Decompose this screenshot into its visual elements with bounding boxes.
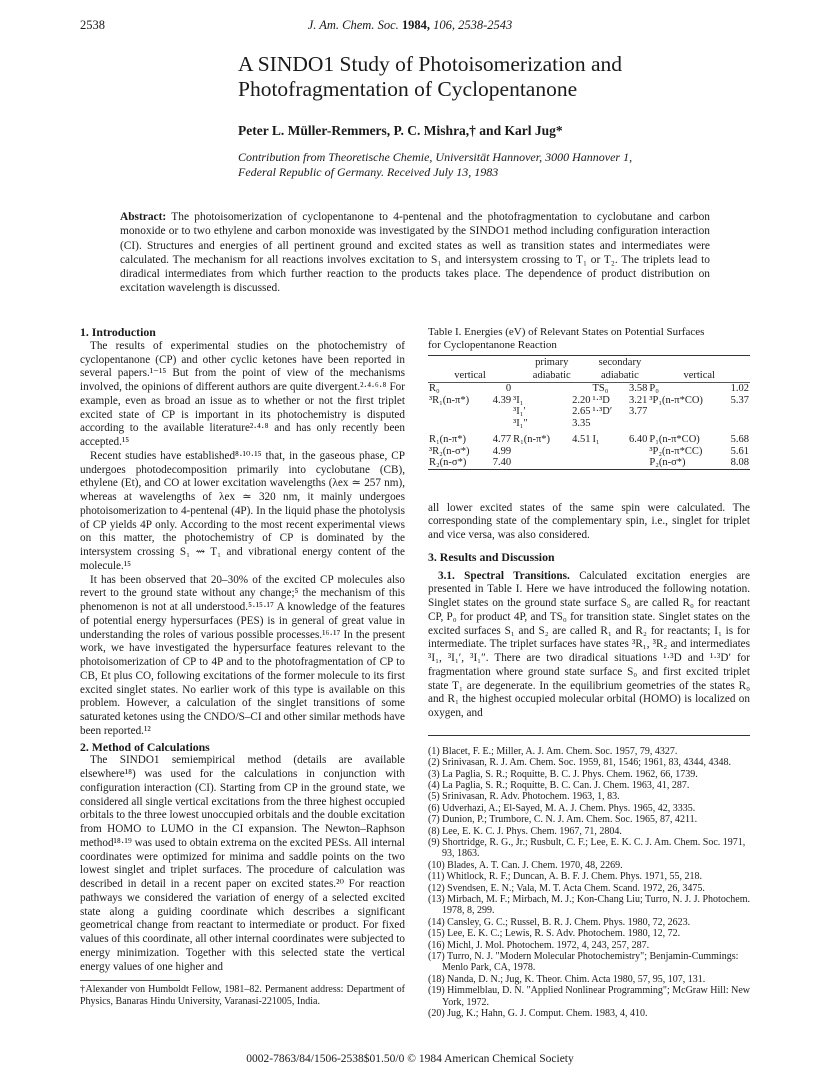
table-cell: 5.61 — [730, 445, 749, 457]
table-cell — [428, 406, 485, 418]
journal-volume: 106, — [433, 18, 456, 32]
table-cell: 5.37 — [730, 394, 749, 406]
reference-item: (4) La Paglia, S. R.; Roquitte, B. C. Can. J. Chem. 1963, 41, 287. — [428, 779, 690, 791]
table-caption — [428, 326, 750, 352]
table-cell: ³I₁″ — [513, 417, 528, 429]
authors: Peter L. Müller-Remmers, P. C. Mishra,† and Karl Jug* — [238, 123, 563, 138]
table-cell: 4.99 — [492, 445, 512, 457]
affiliation-line-2: Federal Republic of Germany. Received July 13, 1983 — [238, 165, 499, 179]
journal-header — [0, 18, 820, 33]
table-cell — [621, 457, 649, 469]
reference-item: (18) Nanda, D. N.; Jug, K. Theor. Chim. Acta 1980, 57, 95, 107, 131. — [428, 973, 706, 985]
table-cell — [723, 418, 750, 430]
table-cell — [564, 383, 591, 395]
table-cell — [648, 418, 722, 430]
table-cell: 1.02 — [730, 383, 749, 394]
section-1-heading: 1. Introduction — [80, 325, 156, 339]
references-rule — [428, 735, 750, 736]
table-cell: 2.20 — [572, 394, 591, 406]
section-3-heading: 3. Results and Discussion — [428, 549, 555, 564]
reference-item: (8) Lee, E. K. C. J. Phys. Chem. 1967, 71, 2804. — [428, 825, 622, 837]
table-cell: 4.39 — [492, 394, 512, 406]
reference-item: (6) Udverhazi, A.; El-Sayed, M. A. J. Chem. Phys. 1965, 42, 3335. — [428, 802, 696, 814]
reference-item: (17) Turro, N. J. "Modern Molecular Photochemistry"; Benjamin-Cummings: Menlo Park, CA, 1978. — [428, 951, 739, 974]
journal-pages: 2538-2543 — [458, 18, 513, 32]
table-cell: ¹·³D — [592, 394, 610, 406]
reference-item: (11) Whitlock, R. F.; Duncan, A. B. F. J. Chem. Phys. 1971, 55, 218. — [428, 871, 702, 883]
col-head-adiabatic-2: adiabatic — [600, 370, 639, 381]
table-cell: 5.68 — [730, 434, 749, 445]
table-cell — [591, 418, 620, 430]
intro-paragraph-2: Recent studies have established⁸·¹⁰·¹⁵ that, in the gaseous phase, CP undergoes photodecomposition primarily into cyclobutane (CB), ethylene (Et), and CO at lower excitation wavelengths (λex ≃ 257 nm), whereas at wavelengths of λex ≃ 320 nm, it mainly undergoes photoisomerization to 4-pentenal (4P). In the liquid phase the photolysis of CP yields 4P only. According to the most recent experimental views on this matter, the photochemistry of CP is dominated by the intersystem crossing S₁ ⇝ T₁ and vibrational energy content of the molecule.¹⁵ — [80, 449, 405, 572]
table-cell — [621, 418, 649, 430]
table-row — [428, 429, 750, 446]
col-head-secondary: secondary — [598, 357, 642, 368]
reference-item: (7) Dunion, P.; Trumbore, C. N. J. Am. Chem. Soc. 1965, 87, 4211. — [428, 814, 698, 826]
table-cell: 3.77 — [629, 406, 648, 417]
footnote: †Alexander von Humboldt Fellow, 1981–82. Permanent address: Department of Physics, Banaras Hindu University, Varanasi-221005, India. — [80, 984, 405, 1007]
spectral-paragraph — [428, 570, 750, 721]
table-cell: P₁(n-π*CO) — [649, 434, 700, 445]
table-cell — [512, 446, 564, 458]
method-paragraph: The SINDO1 semiempirical method (details are available elsewhere¹⁸) was used for the calculations in conjunction with configuration interaction (CI). Starting from CP in the ground state, we considered all single vertical excitations from the three highest occupied orbitals to the three lowest unoccupied orbitals and the double excitation from HOMO to LUMO in the CI expansion. The Newton–Raphson method¹⁸·¹⁹ was used to obtain extrema on the excited PESs. All internal coordinates were optimized for minima and saddle points on the two lowest singlet and triplet surfaces. The procedure of calculation was described in detail in a recent paper on excited states.²⁰ For reaction pathways we considered the variation of energy of a selected excited state along a guiding coordinate which describes a significant geometrical change from reactant to intermediate or product. For fixed values of this coordinate, all other internal coordinates were subjected to energy minimization. Together with this selected state the vertical energy values of one higher and — [80, 754, 405, 973]
table-cell: ³R₂(n-σ*) — [429, 445, 470, 457]
reference-item: (15) Lee, E. K. C.; Lewis, R. S. Adv. Photochem. 1980, 12, 72. — [428, 928, 681, 940]
abstract — [120, 210, 710, 296]
table-row — [428, 383, 750, 395]
reference-item: (3) La Paglia, S. R.; Roquitte, B. C. J. Phys. Chem. 1962, 66, 1739. — [428, 768, 698, 780]
table-cell — [485, 406, 512, 418]
table-row — [428, 446, 750, 458]
intro-paragraph-3: It has been observed that 20–30% of the excited CP molecules also revert to the ground state without any change;⁵ the mechanism of this phenomenon is not at all understood.⁵·¹⁵·¹⁷ A knowledge of the features of potential energy hypersurfaces (PES) is in general of great value in understanding the roles of various possible processes.¹⁶·¹⁷ In the present work, we have investigated the hypersurface features relevant to the photoisomerization of CP to 4P and to the photofragmentation of CP to CB, Et plus CO, following excitations of the former molecule to its first excited singlet states. No earlier work of this type is available on this problem. However, a calculation of the singlet transitions of some saturated ketones using the CNDO/S–CI and other similar methods have been reported.¹² — [80, 573, 405, 737]
table-cell — [648, 406, 722, 418]
table-cell: R₁(n-π*) — [429, 434, 466, 445]
table-cell: 8.08 — [730, 457, 749, 468]
table-cell: R₀ — [429, 383, 440, 394]
table-cell: ³I₁ — [513, 394, 524, 406]
table-cell: ¹·³D′ — [592, 406, 613, 417]
spectral-text: Calculated excitation energies are presented in Table I. Here we have introduced the following notation. Singlet states on the ground state surface S₀ are called R₀ for reactant CP, P₀ for product 4P, and TS₀ for transition state. Singlet states on the excited surfaces S₁ and S₂ are called R₁ and R₂ for reactants; I₁ is for intermediate. The triplet surfaces have states ³R₁, ³R₂ and intermediates ³I₁, ³I₁′, ³I₁″. There are two diradical situations ¹·³D and ¹·³D′ for fragmentation where ground state surface S₀ and first excited triplet state T₁ are degenerate. In the equilibrium geometries of the states R₀ and R₁ the highest occupied molecular orbital (HOMO) is localized on oxygen, and — [428, 569, 751, 719]
col-head-vertical: vertical — [454, 370, 486, 381]
table-cell — [591, 446, 620, 458]
results-intro-paragraph: all lower excited states of the same spin were calculated. The corresponding state of the complementary spin, i.e., singlet for triplet and vice versa, was also considered. — [428, 501, 750, 541]
table-cell: ³R₁(n-π*) — [429, 394, 470, 406]
reference-item: (13) Mirbach, M. F.; Mirbach, M. J.; Kon-Chang Liu; Turro, N. J. J. Photochem. 1978, 8, 299. — [428, 894, 750, 917]
table-cell — [512, 457, 564, 469]
reference-item: (10) Blades, A. T. Can. J. Chem. 1970, 48, 2269. — [428, 859, 623, 871]
title-line-2: Photofragmentation of Cyclopentanone — [238, 77, 578, 101]
page-number: 2538 — [80, 18, 105, 32]
table-cell: ³P₂(n-π*CC) — [649, 445, 703, 457]
intro-paragraph-1: The results of experimental studies on the photochemistry of cyclopentanone (CP) and other cyclic ketones have been reported in several papers.¹⁻¹⁵ But from the point of view of the mechanisms involved, the opinions of different authors are quite divergent.²·⁴·⁶·⁸ For example, even as broad an issue as to whether or not the first triplet excited state of CP is important in its photochemistry is disputed according to the available literature²·⁴·⁸ and has only recently been accepted.¹⁵ — [80, 339, 405, 448]
subsection-3-1-heading: 3.1. Spectral Transitions. — [438, 569, 570, 582]
col-head-adiabatic-1: adiabatic — [532, 370, 571, 381]
table-cell: ³I₁′ — [513, 406, 526, 417]
table-cell: P₂(n-σ*) — [649, 457, 686, 468]
footnote-rule — [80, 980, 180, 981]
reference-item: (5) Srinivasan, R. Adv. Photochem. 1963, 1, 83. — [428, 791, 620, 803]
table-cell — [428, 418, 485, 430]
table-cell — [485, 418, 512, 430]
table-cell — [621, 446, 649, 458]
table-cell: R₁(n-π*) — [513, 434, 551, 445]
table-row — [428, 395, 750, 407]
title-line-1: A SINDO1 Study of Photoisomerization and — [238, 52, 622, 76]
table-cell: ³P₁(n-π*CO) — [649, 394, 703, 406]
left-column — [80, 326, 405, 1007]
section-2-heading: 2. Method of Calculations — [80, 739, 210, 754]
table-row — [428, 406, 750, 418]
reference-item: (16) Michl, J. Mol. Photochem. 1972, 4, 243, 257, 287. — [428, 939, 650, 951]
table-row — [428, 457, 750, 469]
table-caption-line-1: Table I. Energies (eV) of Relevant States on Potential Surfaces — [428, 326, 705, 338]
table-cell: 7.40 — [492, 457, 512, 468]
table-cell: 3.21 — [629, 394, 648, 406]
table-body — [428, 383, 750, 470]
reference-item: (20) Jug, K.; Hahn, G. J. Comput. Chem. 1983, 4, 410. — [428, 1008, 648, 1020]
reference-item: (12) Svendsen, E. N.; Vala, M. T. Acta Chem. Scand. 1972, 26, 3475. — [428, 882, 705, 894]
table-cell — [723, 406, 750, 418]
table-cell: 4.77 — [492, 434, 512, 445]
table-cell — [564, 446, 591, 458]
reference-item: (19) Himmelblau, D. N. "Applied Nonlinear Programming"; McGraw Hill: New York, 1972. — [428, 985, 750, 1008]
table-caption-line-2: for Cyclopentanone Reaction — [428, 339, 557, 351]
affiliation-line-1: Contribution from Theoretische Chemie, Universität Hannover, 3000 Hannover 1, — [238, 150, 633, 164]
page-footer: 0002-7863/84/1506-2538$01.50/0 © 1984 American Chemical Society — [246, 1053, 574, 1065]
table-cell: 4.51 — [572, 434, 591, 445]
table-cell: TS₀ — [592, 383, 609, 394]
energies-table — [428, 355, 750, 470]
references-list — [428, 746, 750, 1020]
article-title — [238, 52, 758, 102]
table-cell: R₂(n-σ*) — [429, 457, 467, 468]
abstract-text: The photoisomerization of cyclopentanone to 4-pentenal and the photofragmentation to cyclobutane and carbon monoxide or to two ethylene and carbon monoxide was investigated by the SINDO1 method including configuration interaction (CI). Structures and energies of all pertinent ground and excited states as well as transition states and intermediates were calculated. The mechanism for all reactions involves excitation to S₁ and intersystem crossing to T₁ or T₂. The triplets lead to diradical intermediates from which further reaction to the products takes place. The dependence of product distribution on excitation wavelength is discussed. — [120, 211, 710, 295]
reference-item: (2) Srinivasan, R. J. Am. Chem. Soc. 1959, 81, 1546; 1961, 83, 4344, 4348. — [428, 757, 732, 769]
reference-item: (1) Blacet, F. E.; Miller, A. J. Am. Chem. Soc. 1957, 79, 4327. — [428, 745, 678, 757]
abstract-label: Abstract: — [120, 211, 167, 223]
right-column — [428, 326, 750, 1020]
table-cell — [512, 383, 564, 395]
reference-item: (14) Cansley, G. C.; Russel, B. R. J. Chem. Phys. 1980, 72, 2623. — [428, 916, 691, 928]
table-cell: 3.35 — [572, 417, 591, 429]
journal-name: J. Am. Chem. Soc. — [307, 18, 399, 32]
table-cell — [564, 457, 591, 469]
table-cell: 6.40 — [629, 434, 648, 445]
table-cell: 3.58 — [629, 383, 648, 394]
table-cell: I₁ — [592, 434, 600, 445]
table-cell: 2.65 — [572, 406, 591, 417]
table-cell: 0 — [505, 383, 512, 394]
journal-year: 1984, — [401, 18, 431, 32]
table-row — [428, 418, 750, 430]
table-cell — [591, 457, 620, 469]
col-head-vertical-2: vertical — [683, 370, 715, 381]
col-head-primary: primary — [535, 357, 569, 368]
reference-item: (9) Shortridge, R. G., Jr.; Rusbult, C. F.; Lee, E. K. C. J. Am. Chem. Soc. 1971, 93, 1863. — [428, 837, 746, 860]
affiliation — [238, 150, 758, 180]
table-cell: P₀ — [649, 383, 659, 394]
